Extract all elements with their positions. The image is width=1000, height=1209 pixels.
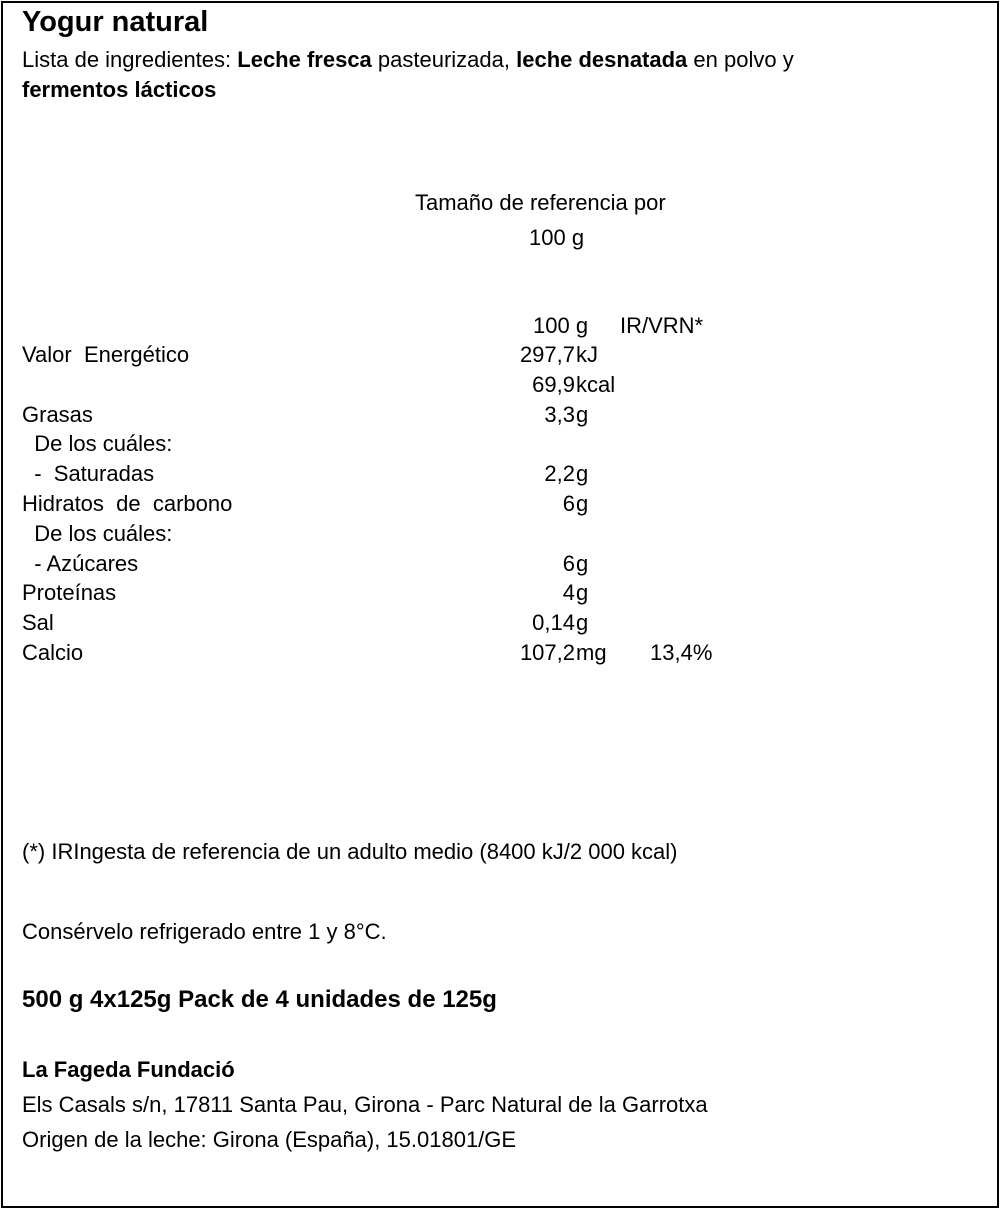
nutrient-label: Calcio [22,640,84,665]
nutrient-unit: g [576,580,589,605]
storage-instructions: Consérvelo refrigerado entre 1 y 8°C. [22,919,387,944]
nutrient-label: De los cuáles: [22,521,173,546]
ingredients-text-1: pasteurizada, [371,47,517,72]
nutrient-value: 6 [562,491,575,516]
ingredients-line-1 [22,47,794,73]
producer-name: La Fageda Fundació [22,1057,235,1082]
ingredient-skimmed-milk: leche desnatada [516,47,688,72]
nutrient-value: 2,2 [544,461,575,486]
milk-origin: Origen de la leche: Girona (España), 15.01801/GE [22,1127,517,1152]
nutrient-value: 4 [562,580,575,605]
nutrient-value: 69,9 [532,372,575,397]
nutrient-label: Grasas [22,402,93,427]
nutrient-label: - Saturadas [22,461,155,486]
ingredient-ferments: fermentos lácticos [22,77,217,102]
nutrient-unit: g [576,402,589,427]
nutrient-label: De los cuáles: [22,431,173,456]
nutrient-unit: g [576,610,589,635]
nutrient-label: Valor Energético [22,342,190,367]
nutrient-unit: kJ [576,342,598,367]
nutrient-unit: g [576,461,589,486]
nutrient-value: 3,3 [544,402,575,427]
nutrient-unit: kcal [576,372,616,397]
product-title: Yogur natural [22,6,209,38]
nutrient-ir: 13,4% [650,640,713,665]
nutrient-value: 6 [562,551,575,576]
nutrient-label: Proteínas [22,580,117,605]
ingredients-text-2: en polvo y [687,47,794,72]
nutrition-label [1,1,999,1208]
nutrient-value: 297,7 [519,342,575,367]
reference-size-value: 100 g [529,225,585,250]
column-header-ir: IR/VRN* [620,313,704,338]
nutrient-label: Hidratos de carbono [22,491,233,516]
column-header-per-100g: 100 g [533,313,589,338]
footnote: (*) IRIngesta de referencia de un adulto medio (8400 kJ/2 000 kcal) [22,839,678,864]
nutrient-unit: mg [576,640,607,665]
nutrient-value: 0,14 [532,610,575,635]
nutrient-unit: g [576,551,589,576]
nutrient-label: - Azúcares [22,551,139,576]
producer-address: Els Casals s/n, 17811 Santa Pau, Girona - Parc Natural de la Garrotxa [22,1092,708,1117]
nutrient-label: Sal [22,610,54,635]
nutrient-value: 107,2 [519,640,575,665]
pack-info: 500 g 4x125g Pack de 4 unidades de 125g [22,986,497,1013]
nutrient-unit: g [576,491,589,516]
reference-size-label: Tamaño de referencia por [415,190,666,215]
ingredients-prefix: Lista de ingredientes: [22,47,238,72]
ingredient-fresh-milk: Leche fresca [237,47,372,72]
